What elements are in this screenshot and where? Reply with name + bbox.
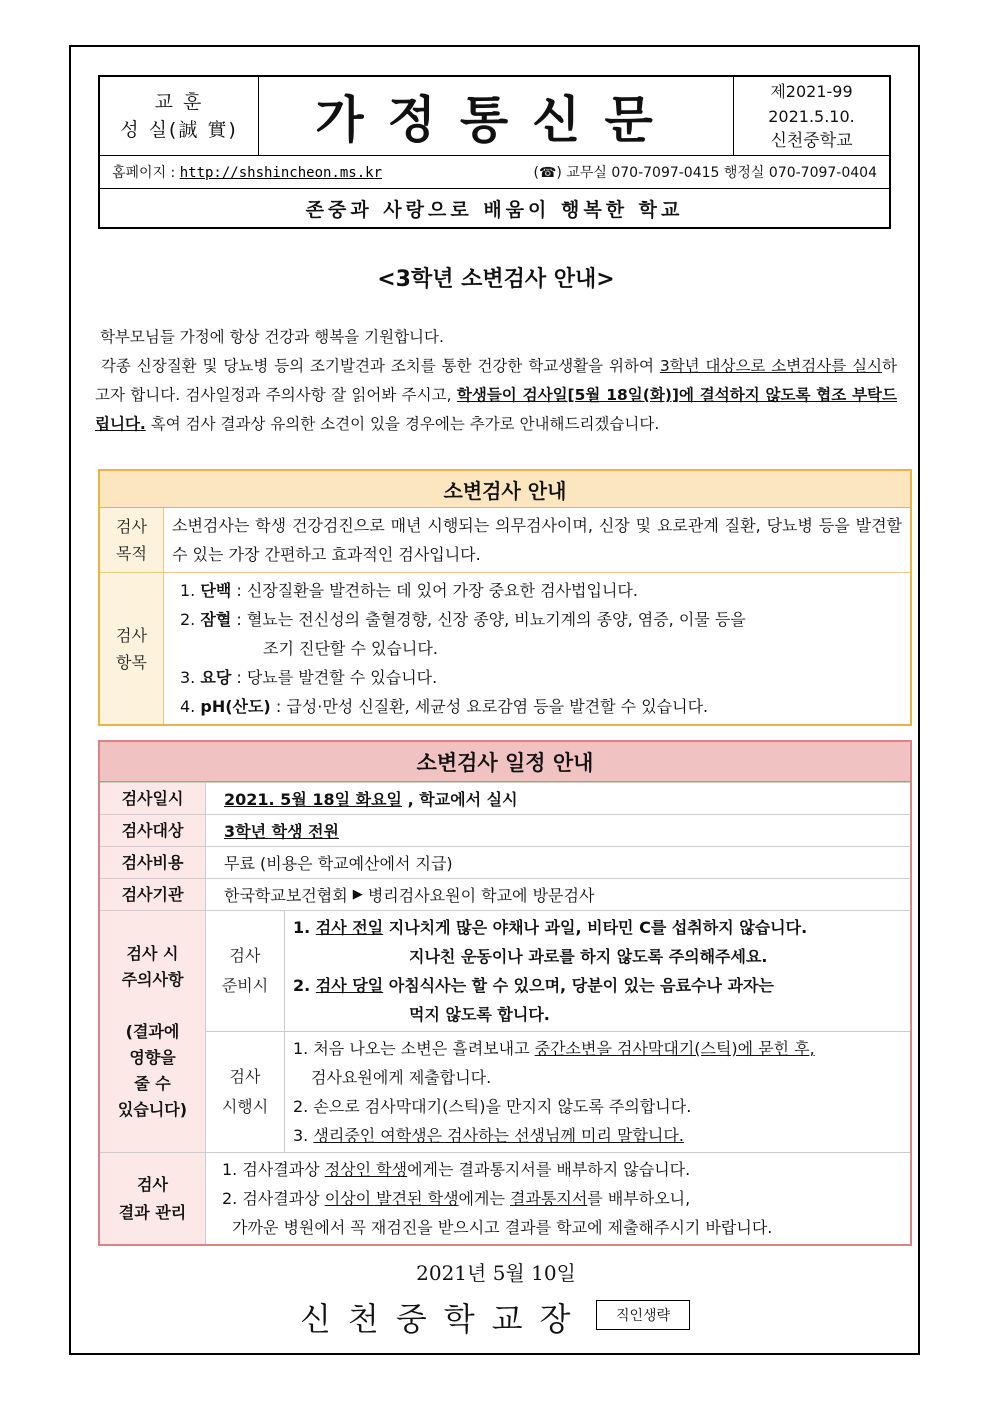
prep-line: 지나치게 많은 야채나 과일, 비타민 C를 섭취하지 않습니다.: [383, 918, 808, 937]
purpose-label: [100, 508, 164, 572]
prep-row: [206, 911, 910, 1031]
item-name: 잠혈: [200, 610, 232, 629]
item-desc: : 급성·만성 신질환, 세균성 요로감염 등을 발견할 수 있습니다.: [275, 697, 709, 716]
caution-label: [100, 911, 206, 1152]
intro-text: [95, 323, 897, 439]
prep-line: 아침식사는 할 수 있으며, 당분이 있는 음료수나 과자는: [383, 976, 774, 995]
exec-line: 검사요원에게 제출합니다.: [311, 1068, 492, 1087]
label-line: 항목: [116, 652, 147, 672]
schedule-cost-row: [100, 846, 910, 878]
schedule-title: 소변검사 일정 안내: [100, 742, 910, 782]
result-line: 1. 검사결과상: [222, 1160, 325, 1179]
label-line: 영향을: [129, 1047, 176, 1067]
cost-value: 무료 (비용은 학교예산에서 지급): [224, 854, 453, 873]
target-label: 검사대상: [100, 815, 206, 846]
item-desc-continued: 조기 진단할 수 있습니다.: [263, 639, 438, 658]
item-desc: : 당뇨를 발견할 수 있습니다.: [236, 668, 438, 687]
purpose-row: [100, 508, 910, 572]
exec-line: 3.: [293, 1126, 314, 1145]
school-vision: 존중과 사랑으로 배움이 행복한 학교: [305, 198, 684, 221]
homepage-label: 홈페이지 :: [112, 165, 176, 181]
prep-line: 지나친 운동이나 과로를 하지 않도록 주의해주세요.: [409, 947, 768, 966]
label-line: 검사: [116, 517, 147, 536]
intro-emphasis: 학생들이 검사일[5월 18일(화)]에 결석하지 않도록 협조 부탁드립니다.: [95, 386, 898, 433]
cost-label: 검사비용: [100, 847, 206, 878]
date-suffix: , 학교에서 실시: [407, 790, 518, 809]
principal-signature: 신천중학교장: [300, 1300, 588, 1338]
schedule-date-row: [100, 782, 910, 814]
school-name: 신천중학교: [770, 130, 853, 151]
exec-line: 1. 처음 나오는 소변은 흘려보내고: [293, 1039, 535, 1058]
result-line: 가까운 병원에서 꼭 재검진을 받으시고 결과를 학교에 제출해주시기 바랍니다.: [232, 1218, 773, 1237]
label-line: 검사: [229, 946, 261, 965]
issue-date-footer: 2021년 5월 10일: [416, 1261, 576, 1285]
arrow-right-icon: ▶: [352, 887, 363, 902]
issue-number: 제2021-99: [770, 81, 853, 101]
schedule-box: [98, 740, 912, 1246]
schedule-org-row: [100, 878, 910, 910]
item-desc: : 신장질환을 발견하는 데 있어 가장 중요한 검사법입니다.: [236, 581, 638, 600]
phone-contact: (☎) 교무실 070-7097-0415 행정실 070-7097-0404: [533, 165, 877, 181]
label-line: 검사: [229, 1067, 261, 1086]
label-line: 시행시: [221, 1097, 269, 1116]
motto-label: 교 훈: [154, 91, 204, 113]
item-number: 1.: [293, 918, 311, 937]
item-name: 단백: [200, 581, 232, 600]
result-line: 를 배부하오니,: [587, 1189, 691, 1208]
exec-emphasis: 중간소변을 검사막대기(스틱)에 묻힌 후,: [534, 1039, 815, 1058]
list-item: [180, 663, 902, 692]
seal-omitted-stamp: 직인생략: [596, 1300, 690, 1330]
result-emphasis: 결과통지서: [510, 1189, 588, 1208]
intro-text-part: 각종 신장질환 및 당뇨병 등의 조기발견과 조치를 통한 건강한 학교생활을 위하여: [100, 357, 660, 375]
item-name: pH(산도): [200, 697, 271, 716]
prep-line: 먹지 않도록 합니다.: [409, 1005, 550, 1024]
target-emphasis: 3학년 학생 전원: [224, 822, 340, 841]
document-title: <3학년 소변검사 안내>: [377, 267, 615, 292]
prep-label: [206, 911, 285, 1031]
result-emphasis: 이상이 발견된 학생: [324, 1189, 459, 1208]
item-name: 요당: [200, 668, 232, 687]
newsletter-title: 가정통신문: [315, 91, 677, 149]
intro-greeting: 학부모님들 가정에 항상 건강과 행복을 기원합니다.: [99, 328, 444, 346]
result-row: [100, 1152, 910, 1244]
label-line: 주의사항: [121, 969, 184, 989]
issue-info: [733, 77, 889, 155]
label-line: (결과에: [125, 1021, 180, 1041]
result-line: 에게는: [458, 1189, 511, 1208]
purpose-text: 소변검사는 학생 건강검진으로 매년 시행되는 의무검사이며, 신장 및 요로관계 질환, 당뇨병 등을 발견할 수 있는 가장 간편하고 효과적인 검사입니다.: [172, 516, 902, 564]
date-emphasis: 2021. 5월 18일 화요일: [224, 790, 402, 809]
prep-text: [285, 911, 910, 1031]
exec-label: [206, 1032, 285, 1152]
target-value: [206, 815, 910, 846]
item-number: 4.: [180, 697, 196, 716]
item-desc: : 혈뇨는 전신성의 출혈경향, 신장 종양, 비뇨기계의 종양, 염증, 이물 등을: [236, 610, 746, 629]
result-text: [206, 1153, 910, 1244]
org-value: [206, 879, 910, 910]
item-number: 3.: [180, 668, 196, 687]
result-emphasis: 정상인 학생: [324, 1160, 408, 1179]
org-label: 검사기관: [100, 879, 206, 910]
list-item: [180, 605, 902, 634]
test-info-box: [98, 469, 912, 726]
items-label: [100, 573, 164, 724]
contact-bar: [100, 156, 889, 189]
caution-row: [100, 910, 910, 1152]
school-motto: [100, 77, 259, 155]
result-label: [100, 1153, 206, 1244]
issue-date: 2021.5.10.: [768, 106, 855, 126]
intro-text-part: 혹여 검사 결과상 유의한 소견이 있을 경우에는 추가로 안내해드리겠습니다.: [145, 415, 660, 433]
label-line: 검사 시: [126, 943, 179, 963]
motto-text: 성 실(誠 實): [120, 119, 238, 141]
schedule-target-row: [100, 814, 910, 846]
date-label: 검사일시: [100, 783, 206, 814]
caution-details: [206, 911, 910, 1152]
newsletter-header: [98, 75, 891, 229]
date-value: [206, 783, 910, 814]
exec-text: [285, 1032, 910, 1152]
exec-emphasis: 생리중인 여학생은 검사하는 선생님께 미리 말합니다.: [313, 1126, 684, 1145]
list-item: [180, 692, 902, 721]
item-number: 2.: [180, 610, 196, 629]
item-number: 2.: [293, 976, 311, 995]
label-line: 검사: [116, 625, 147, 645]
label-line: 준비시: [221, 976, 269, 995]
list-item: [180, 576, 902, 605]
intro-underline: 3학년 대상으로 소변검사를 실시: [659, 357, 883, 375]
prep-emphasis: 검사 당일: [315, 976, 384, 995]
label-line: 있습니다): [117, 1099, 188, 1119]
label-line: 검사: [137, 1174, 168, 1194]
label-line: 줄 수: [134, 1073, 171, 1093]
item-number: 1.: [180, 581, 196, 600]
items-list: [164, 573, 910, 724]
test-info-title: 소변검사 안내: [100, 471, 910, 508]
result-line: 에게는 결과통지서를 배부하지 않습니다.: [407, 1160, 691, 1179]
intro-text-part: 하고자 합니다. 검사일정과 주의사항 잘 읽어봐 주시고,: [95, 357, 897, 404]
org-detail: 병리검사요원이 학교에 방문검사: [367, 886, 595, 905]
result-line: 2. 검사결과상: [222, 1189, 325, 1208]
label-line: 결과 관리: [118, 1202, 187, 1222]
homepage-link[interactable]: http://shshincheon.ms.kr: [179, 165, 383, 181]
org-name: 한국학교보건협회: [224, 886, 348, 905]
label-line: 목적: [116, 544, 147, 563]
items-row: [100, 572, 910, 724]
prep-emphasis: 검사 전일: [315, 918, 384, 937]
exec-row: [206, 1031, 910, 1152]
exec-line: 2. 손으로 검사막대기(스틱)을 만지지 않도록 주의합니다.: [293, 1097, 692, 1116]
